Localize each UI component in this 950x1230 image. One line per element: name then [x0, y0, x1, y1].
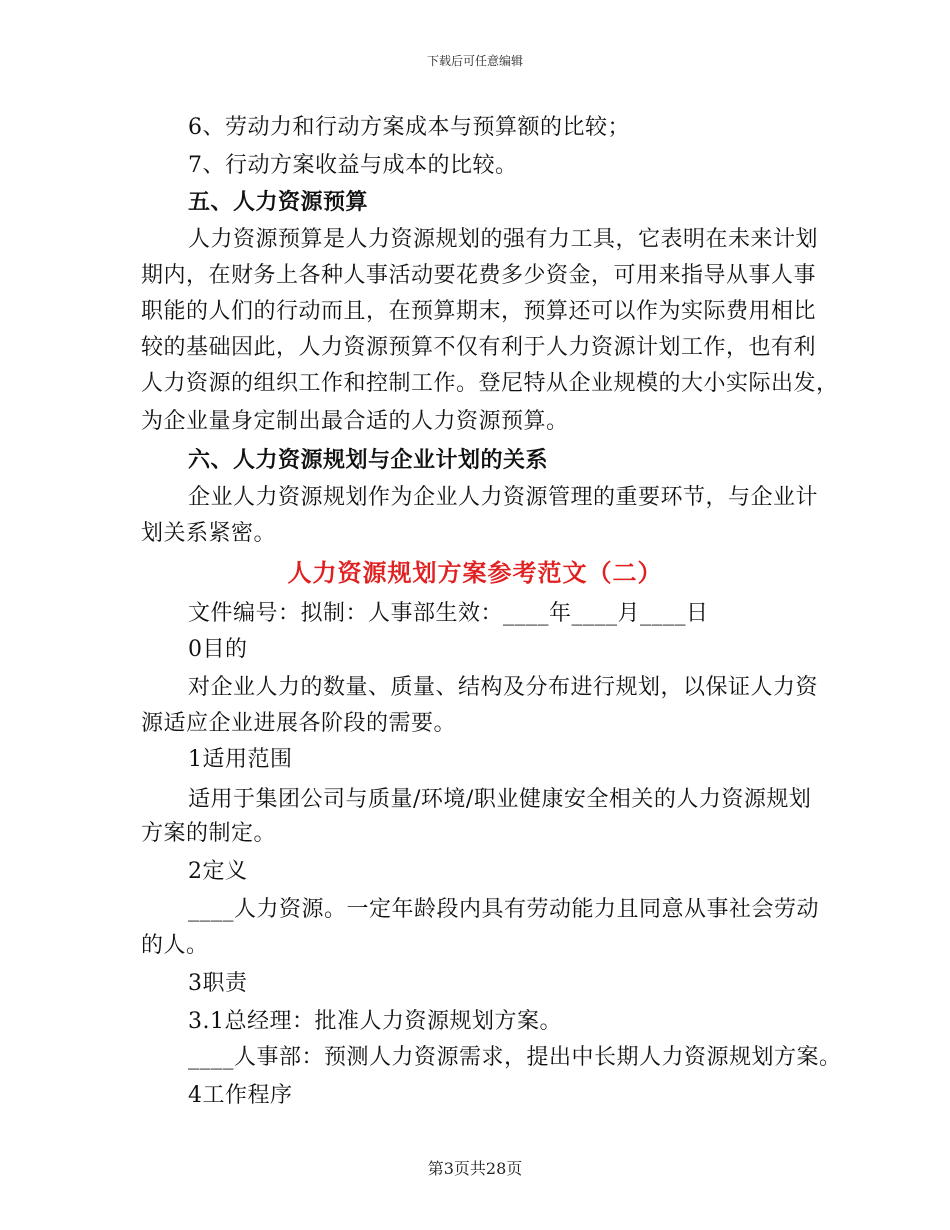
page-header: 下载后可任意编辑: [426, 54, 523, 68]
section-label: 2定义: [188, 859, 248, 884]
list-item-6: 6、劳动力和行动方案成本与预算额的比较；: [188, 115, 630, 140]
paragraph-line: 对企业人力的数量、质量、结构及分布进行规划，以保证人力资: [188, 675, 819, 700]
paragraph-line: ____人力资源。一定年龄段内具有劳动能力且同意从事社会劳动: [188, 897, 820, 922]
section-label: 1适用范围: [188, 747, 293, 772]
section-label: 4工作程序: [188, 1083, 293, 1108]
paragraph-line: 方案的制定。: [141, 821, 277, 846]
paragraph-line: 企业人力资源规划作为企业人力资源管理的重要环节，与企业计: [188, 485, 819, 510]
paragraph-line: 为企业量身定制出最合适的人力资源预算。: [141, 409, 569, 434]
section-heading-5: 五、人力资源预算: [188, 189, 369, 215]
paragraph-line: 适用于集团公司与质量/环境/职业健康安全相关的人力资源规划: [188, 787, 812, 812]
paragraph-line: 期内，在财务上各种人事活动要花费多少资金，可用来指导从事人事: [141, 263, 817, 288]
paragraph-line: 职能的人们的行动而且，在预算期末，预算还可以作为实际费用相比: [141, 299, 817, 324]
list-item-7: 7、行动方案收益与成本的比较。: [188, 153, 518, 178]
document-meta: 文件编号：拟制：人事部生效：____年____月____日: [188, 601, 709, 626]
section-heading-6: 六、人力资源规划与企业计划的关系: [188, 447, 549, 473]
section-label: 3职责: [188, 971, 248, 996]
document-title: 人力资源规划方案参考范文（二）: [287, 558, 663, 587]
paragraph-line: 人力资源的组织工作和控制工作。登尼特从企业规模的大小实际出发，: [141, 371, 839, 396]
paragraph-line: ____人事部：预测人力资源需求，提出中长期人力资源规划方案。: [188, 1045, 842, 1070]
paragraph-line: 划关系紧密。: [141, 521, 277, 546]
page-footer: 第3页共28页: [427, 1159, 523, 1178]
paragraph-line: 3.1总经理：批准人力资源规划方案。: [188, 1009, 562, 1034]
paragraph-line: 较的基础因此，人力资源预算不仅有利于人力资源计划工作，也有利: [141, 335, 817, 360]
paragraph-line: 的人。: [141, 933, 209, 958]
paragraph-line: 人力资源预算是人力资源规划的强有力工具，它表明在未来计划: [188, 227, 819, 252]
section-label: 0目的: [188, 637, 248, 662]
paragraph-line: 源适应企业进展各阶段的需要。: [141, 711, 457, 736]
